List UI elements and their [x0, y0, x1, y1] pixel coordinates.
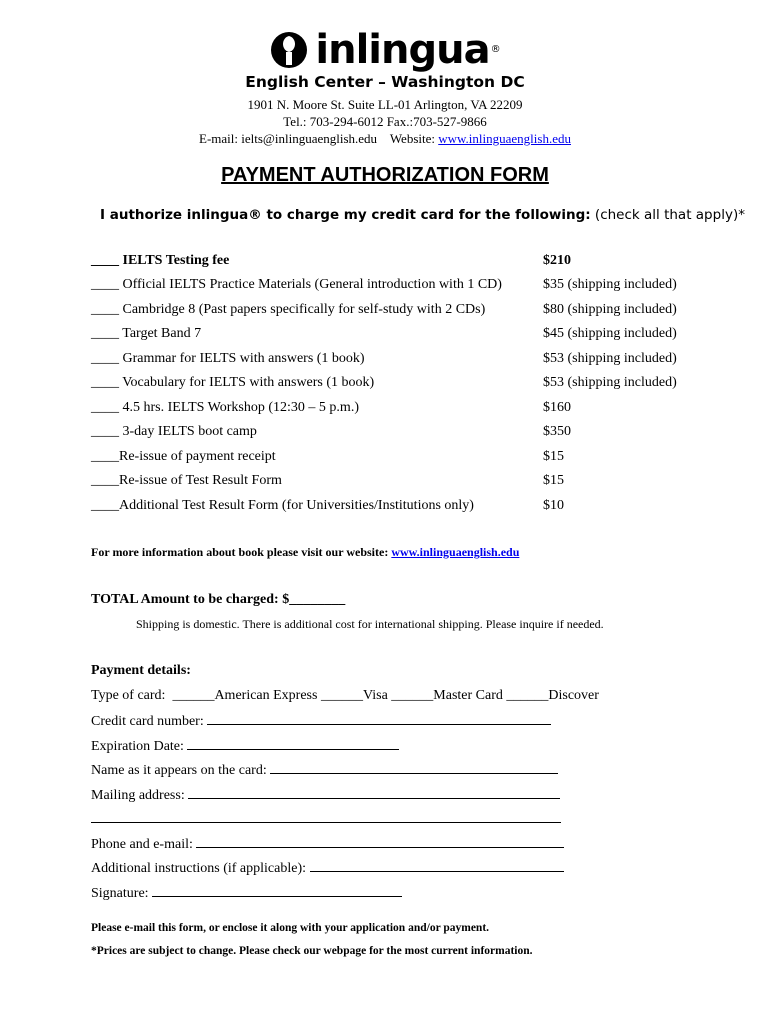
item-label: Additional Test Result Form (for Universities/Institutions only): [119, 498, 474, 513]
item-label: Vocabulary for IELTS with answers (1 book): [119, 375, 375, 390]
item-row[interactable]: [91, 253, 691, 273]
item-price: $35 (shipping included): [543, 277, 677, 292]
item-price: $45 (shipping included): [543, 326, 677, 341]
instructions-row: [91, 859, 564, 877]
item-label: Cambridge 8 (Past papers specifically for self-study with 2 CDs): [119, 302, 486, 317]
item-price: $350: [543, 424, 571, 439]
mailing-address-row: [91, 786, 560, 804]
item-row[interactable]: [91, 400, 691, 420]
item-row[interactable]: [91, 449, 691, 469]
item-price: $80 (shipping included): [543, 302, 677, 317]
more-info-text: For more information about book please visit our website:: [91, 545, 392, 559]
payment-heading: Payment details:: [91, 663, 191, 678]
form-title: PAYMENT AUTHORIZATION FORM: [221, 164, 549, 186]
card-option-amex[interactable]: ______American Express: [172, 688, 318, 703]
authorize-statement: [100, 207, 745, 223]
authorize-note: (check all that apply)*: [590, 207, 745, 223]
signature-row: [91, 884, 402, 902]
item-label: Re-issue of Test Result Form: [119, 473, 282, 488]
item-label: 3-day IELTS boot camp: [119, 424, 257, 439]
mailing-address-label: Mailing address:: [91, 788, 185, 803]
item-checkbox-blank[interactable]: ____: [91, 351, 119, 366]
cardholder-name-field[interactable]: [270, 761, 558, 774]
signature-field[interactable]: [152, 884, 402, 897]
item-checkbox-blank[interactable]: ____: [91, 449, 119, 464]
item-row[interactable]: [91, 351, 691, 371]
item-price: $15: [543, 449, 564, 464]
item-label: Target Band 7: [119, 326, 202, 341]
item-price: $10: [543, 498, 564, 513]
inlingua-logo-icon: [269, 30, 309, 70]
item-checkbox-blank[interactable]: ____: [91, 473, 119, 488]
expiration-field[interactable]: [187, 737, 399, 750]
signature-label: Signature:: [91, 886, 149, 901]
card-type-row: [91, 688, 599, 704]
item-row[interactable]: [91, 498, 691, 518]
item-checkbox-blank[interactable]: ____: [91, 253, 119, 268]
item-label: Official IELTS Practice Materials (General introduction with 1 CD): [119, 277, 502, 292]
item-row[interactable]: [91, 375, 691, 395]
phone-email-label: Phone and e-mail:: [91, 837, 193, 852]
item-checkbox-blank[interactable]: ____: [91, 302, 119, 317]
card-option-visa[interactable]: ______Visa: [320, 688, 388, 703]
item-checkbox-blank[interactable]: ____: [91, 424, 119, 439]
more-info: [91, 545, 519, 560]
cardholder-name-row: [91, 761, 558, 779]
item-checkbox-blank[interactable]: ____: [91, 326, 119, 341]
cardholder-name-label: Name as it appears on the card:: [91, 763, 267, 778]
mailing-address-row-2: [91, 810, 561, 828]
tel-fax: Tel.: 703-294-6012 Fax.:703-527-9866: [283, 114, 487, 129]
item-label: Re-issue of payment receipt: [119, 449, 276, 464]
item-price: $160: [543, 400, 571, 415]
item-row[interactable]: [91, 326, 691, 346]
authorize-bold: I authorize inlingua® to charge my credit card for the following:: [100, 207, 591, 223]
contact-line: [0, 131, 770, 147]
address: 1901 N. Moore St. Suite LL-01 Arlington, VA 22209: [247, 97, 523, 112]
registered-mark: ®: [490, 44, 501, 55]
item-price: $53 (shipping included): [543, 351, 677, 366]
card-number-row: [91, 712, 551, 730]
instructions-field[interactable]: [310, 859, 564, 872]
item-checkbox-blank[interactable]: ____: [91, 498, 119, 513]
footer-note: Please e-mail this form, or enclose it along with your application and/or payment.: [91, 922, 490, 934]
item-row[interactable]: [91, 424, 691, 444]
item-checkbox-blank[interactable]: ____: [91, 400, 119, 415]
card-option-mastercard[interactable]: ______Master Card: [391, 688, 503, 703]
center-name: English Center – Washington DC: [245, 73, 525, 91]
more-info-link[interactable]: www.inlinguaenglish.edu: [391, 545, 520, 559]
email-text: E-mail: ielts@inlinguaenglish.edu Website:: [199, 131, 439, 146]
total-amount-field[interactable]: TOTAL Amount to be charged: $________: [91, 592, 346, 607]
expiration-label: Expiration Date:: [91, 739, 184, 754]
card-number-label: Credit card number:: [91, 714, 204, 729]
item-checkbox-blank[interactable]: ____: [91, 277, 119, 292]
item-row[interactable]: [91, 277, 691, 297]
phone-email-row: [91, 835, 564, 853]
item-price: $15: [543, 473, 564, 488]
item-price: $210: [543, 253, 571, 268]
item-checkbox-blank[interactable]: ____: [91, 375, 119, 390]
item-row[interactable]: [91, 473, 691, 493]
price-disclaimer: *Prices are subject to change. Please check our webpage for the most current information.: [91, 945, 533, 957]
expiration-row: [91, 737, 399, 755]
phone-email-field[interactable]: [196, 835, 564, 848]
logo-wordmark: inlingua: [315, 27, 490, 73]
card-option-discover[interactable]: ______Discover: [506, 688, 599, 703]
item-label: Grammar for IELTS with answers (1 book): [119, 351, 365, 366]
logo: [0, 28, 770, 72]
mailing-address-field[interactable]: [188, 786, 560, 799]
website-link[interactable]: www.inlinguaenglish.edu: [438, 131, 571, 146]
item-label: IELTS Testing fee: [119, 253, 230, 268]
instructions-label: Additional instructions (if applicable):: [91, 861, 307, 876]
item-price: $53 (shipping included): [543, 375, 677, 390]
item-row[interactable]: [91, 302, 691, 322]
card-number-field[interactable]: [207, 712, 551, 725]
mailing-address-field-2[interactable]: [91, 810, 561, 823]
shipping-note: Shipping is domestic. There is additional cost for international shipping. Please inquire if needed.: [136, 617, 604, 631]
card-type-label: Type of card:: [91, 688, 166, 703]
item-label: 4.5 hrs. IELTS Workshop (12:30 – 5 p.m.): [119, 400, 359, 415]
